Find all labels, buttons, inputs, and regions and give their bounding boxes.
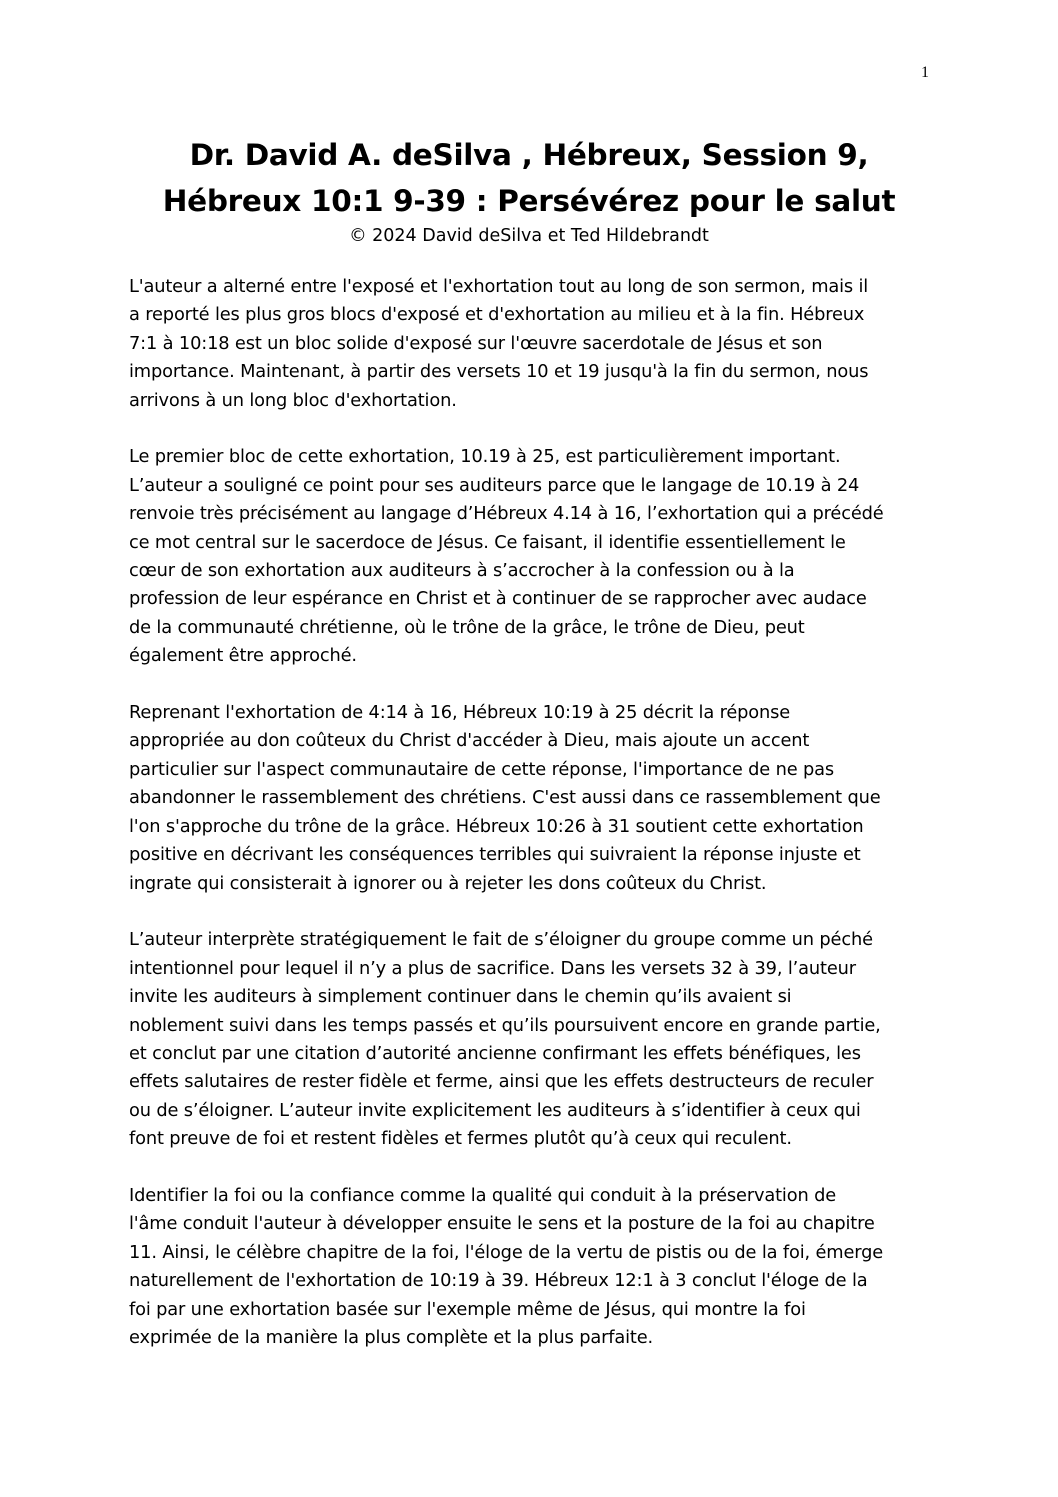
text-line: renvoie très précisément au langage d’Hébreux 4.14 à 16, l’exhortation qui a précédé: [129, 503, 884, 525]
text-line: Identifier la foi ou la confiance comme la qualité qui conduit à la préservation de: [129, 1184, 836, 1206]
text-line: également être approché.: [129, 645, 357, 667]
text-line: a reporté les plus gros blocs d'exposé et d'exhortation au milieu et à la fin. Hébreux: [129, 304, 865, 326]
text-line: 11. Ainsi, le célèbre chapitre de la foi, l'éloge de la vertu de pistis ou de la foi, émerge: [129, 1241, 884, 1263]
text-line: de la communauté chrétienne, où le trône de la grâce, le trône de Dieu, peut: [129, 616, 805, 638]
text-line: l'âme conduit l'auteur à développer ensuite le sens et la posture de la foi au chapitre: [129, 1213, 875, 1235]
page-number: 1: [921, 64, 929, 81]
document-header: [0, 132, 1058, 250]
text-line: Reprenant l'exhortation de 4:14 à 16, Hébreux 10:19 à 25 décrit la réponse: [129, 702, 791, 724]
text-line: positive en décrivant les conséquences terribles qui suivraient la réponse injuste et: [129, 844, 861, 866]
text-line: particulier sur l'aspect communautaire de cette réponse, l'importance de ne pas: [129, 758, 835, 780]
paragraph-5: [129, 1182, 944, 1352]
text-line: ingrate qui consisterait à ignorer ou à rejeter les dons coûteux du Christ.: [129, 872, 767, 894]
text-line: invite les auditeurs à simplement continuer dans le chemin qu’ils avaient si: [129, 986, 792, 1008]
paragraph-4: [129, 926, 944, 1153]
text-line: l'on s'approche du trône de la grâce. Hébreux 10:26 à 31 soutient cette exhortation: [129, 815, 864, 837]
text-line: font preuve de foi et restent fidèles et fermes plutôt qu’à ceux qui reculent.: [129, 1128, 792, 1150]
text-line: importance. Maintenant, à partir des versets 10 et 19 jusqu'à la fin du sermon, nous: [129, 361, 869, 383]
paragraph-2: [129, 443, 944, 670]
paragraph-3: [129, 699, 944, 898]
text-line: ou de s’éloigner. L’auteur invite explicitement les auditeurs à s’identifier à ceux qui: [129, 1099, 861, 1121]
text-line: et conclut par une citation d’autorité ancienne confirmant les effets bénéfiques, les: [129, 1042, 861, 1064]
text-line: Le premier bloc de cette exhortation, 10.19 à 25, est particulièrement important.: [129, 446, 841, 468]
body-text: [129, 273, 944, 1381]
text-line: appropriée au don coûteux du Christ d'accéder à Dieu, mais ajoute un accent: [129, 730, 810, 752]
text-line: abandonner le rassemblement des chrétiens. C'est aussi dans ce rassemblement que: [129, 787, 881, 809]
title-line-2: Hébreux 10:1 9-39 : Persévérez pour le salut: [162, 184, 896, 218]
text-line: exprimée de la manière la plus complète et la plus parfaite.: [129, 1326, 654, 1348]
text-line: L'auteur a alterné entre l'exposé et l'exhortation tout au long de son sermon, mais il: [129, 276, 869, 297]
text-line: foi par une exhortation basée sur l'exemple même de Jésus, qui montre la foi: [129, 1298, 806, 1320]
text-line: effets salutaires de rester fidèle et ferme, ainsi que les effets destructeurs de reculer: [129, 1071, 874, 1093]
text-line: arrivons à un long bloc d'exhortation.: [129, 389, 457, 411]
text-line: L’auteur a souligné ce point pour ses auditeurs parce que le langage de 10.19 à 24: [129, 474, 860, 496]
text-line: intentionnel pour lequel il n’y a plus de sacrifice. Dans les versets 32 à 39, l’auteur: [129, 957, 856, 979]
copyright-notice: © 2024 David deSilva et Ted Hildebrandt: [349, 226, 709, 246]
text-line: noblement suivi dans les temps passés et qu’ils poursuivent encore en grande partie,: [129, 1014, 881, 1036]
paragraph-1: [129, 273, 944, 415]
text-line: L’auteur interprète stratégiquement le fait de s’éloigner du groupe comme un péché: [129, 929, 873, 951]
text-line: cœur de son exhortation aux auditeurs à s’accrocher à la confession ou à la: [129, 560, 795, 582]
text-line: 7:1 à 10:18 est un bloc solide d'exposé sur l'œuvre sacerdotale de Jésus et son: [129, 332, 823, 354]
text-line: ce mot central sur le sacerdoce de Jésus. Ce faisant, il identifie essentiellement le: [129, 531, 846, 553]
title-line-1: Dr. David A. deSilva , Hébreux, Session 9,: [189, 138, 869, 172]
text-line: naturellement de l'exhortation de 10:19 à 39. Hébreux 12:1 à 3 conclut l'éloge de la: [129, 1270, 868, 1292]
text-line: profession de leur espérance en Christ et à continuer de se rapprocher avec audace: [129, 588, 867, 610]
